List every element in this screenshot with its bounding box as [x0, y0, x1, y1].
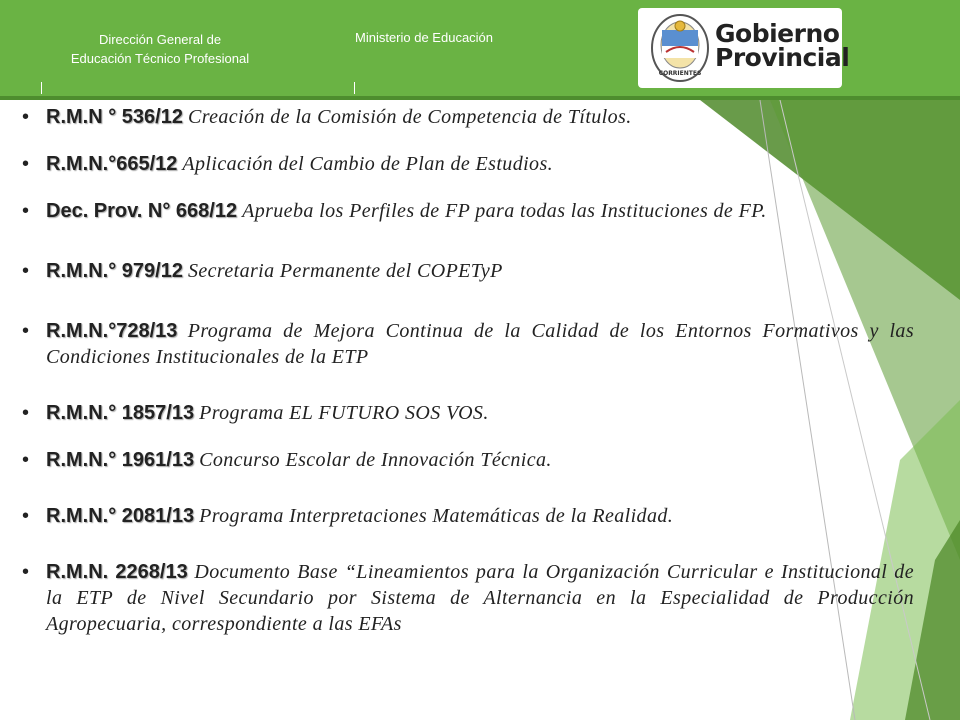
list-item	[22, 198, 914, 224]
seal-text: CORRIENTES	[658, 70, 702, 77]
resolution-code: R.M.N ° 536/12	[46, 106, 183, 128]
resolution-desc: Programa Interpretaciones Matemáticas de la Realidad.	[199, 505, 674, 527]
resolution-code: Dec. Prov. N° 668/12	[46, 200, 238, 222]
resolution-code: R.M.N.° 1857/13	[46, 402, 195, 424]
header-tick-right	[354, 82, 355, 94]
header-tick-left	[41, 82, 42, 94]
resolution-list	[22, 104, 914, 637]
corrientes-seal-icon	[648, 12, 712, 84]
resolution-code: R.M.N. 2268/13	[46, 561, 188, 583]
org-name-line2: Educación Técnico Profesional	[70, 51, 250, 66]
gov-logo-text	[715, 19, 850, 72]
resolution-desc: Programa de Mejora Continua de la Calidad de los Entornos Formativos y las Condiciones Institucionales de la ETP	[46, 320, 914, 368]
resolution-code: R.M.N.°728/13	[46, 320, 178, 342]
list-item	[22, 151, 914, 177]
list-item	[22, 559, 914, 637]
gov-logo-line2: Provincial	[715, 43, 850, 72]
resolution-desc: Aplicación del Cambio de Plan de Estudios.	[182, 153, 554, 175]
resolution-desc: Programa EL FUTURO SOS VOS.	[199, 402, 489, 424]
list-item	[22, 503, 914, 529]
org-name	[40, 30, 280, 68]
list-item	[22, 258, 914, 284]
resolution-code: R.M.N.° 979/12	[46, 260, 183, 282]
resolution-desc: Documento Base “Lineamientos para la Organización Curricular e Institucional de la ETP de Nivel Secundario por Sistema de Alternancia en la Especialidad de Producción Agropecuaria, correspondiente a las EFAs	[46, 561, 914, 635]
resolution-desc: Secretaria Permanente del COPETyP	[187, 260, 503, 282]
resolution-desc: Creación de la Comisión de Competencia de Títulos.	[187, 106, 632, 128]
resolution-desc: Aprueba los Perfiles de FP para todas las Instituciones de FP.	[242, 200, 767, 222]
list-item	[22, 318, 914, 370]
header-divider	[0, 96, 960, 100]
resolution-code: R.M.N.°665/12	[46, 153, 178, 175]
resolution-code: R.M.N.° 1961/13	[46, 449, 195, 471]
gov-logo-line1: Gobierno	[715, 19, 840, 48]
list-item	[22, 104, 914, 130]
resolution-code: R.M.N.° 2081/13	[46, 505, 195, 527]
resolution-desc: Concurso Escolar de Innovación Técnica.	[199, 449, 552, 471]
list-item	[22, 400, 914, 426]
ministry-name: Ministerio de Educación	[355, 30, 494, 45]
org-name-line1: Dirección General de	[98, 32, 222, 47]
list-item	[22, 447, 914, 473]
